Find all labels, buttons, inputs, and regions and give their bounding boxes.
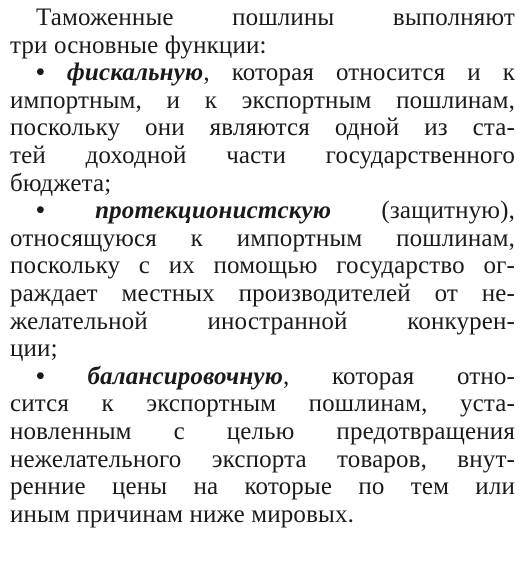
function-term: протекционистскую [95,197,332,225]
function-term: фискальную [66,59,204,87]
bullet-marker: • [36,59,45,87]
text-line: новленным с целью предотвращения [10,417,515,445]
text-line: сится к экспортным пошлинам, уста- [10,390,515,418]
text-fragment: , которая отно- [283,362,515,390]
bullet-marker: • [36,362,45,390]
text-line: ренние цены на которые по тем или [10,473,515,501]
text-line: поскольку с их помощью государство ог- [10,252,515,280]
text-line [10,59,515,87]
bullet-item-fiscal [10,59,515,197]
text-fragment: , которая относится и к [203,59,515,87]
bullet-item-protectionist [10,197,515,363]
text-fragment: (защитную), [331,197,515,225]
text-line: поскольку они являются одной из ста- [10,114,515,142]
bullet-marker: • [36,197,45,225]
text-line: иным причинам ниже мировых. [10,500,355,528]
text-line: Таможенные пошлины выполняют [36,4,515,31]
text-line: раждает местных производителей от не- [10,279,515,307]
function-term: балансировочную [87,362,284,390]
bullet-item-balancing [10,363,515,529]
text-line: желательной иностранной конкурен- [10,307,515,335]
text-line: тей доходной части государственного [10,141,515,169]
intro-paragraph [10,4,515,59]
text-line [10,197,515,225]
text-line: бюджета; [10,169,112,197]
text-line: три основные функции: [10,31,267,59]
text-line: ции; [10,335,58,363]
text-line: импортным, и к экспортным пошлинам, [10,86,515,114]
text-line: относящуюся к импортным пошлинам, [10,224,515,252]
text-line [10,363,515,391]
text-line: нежелательного экспорта товаров, внут- [10,445,515,473]
